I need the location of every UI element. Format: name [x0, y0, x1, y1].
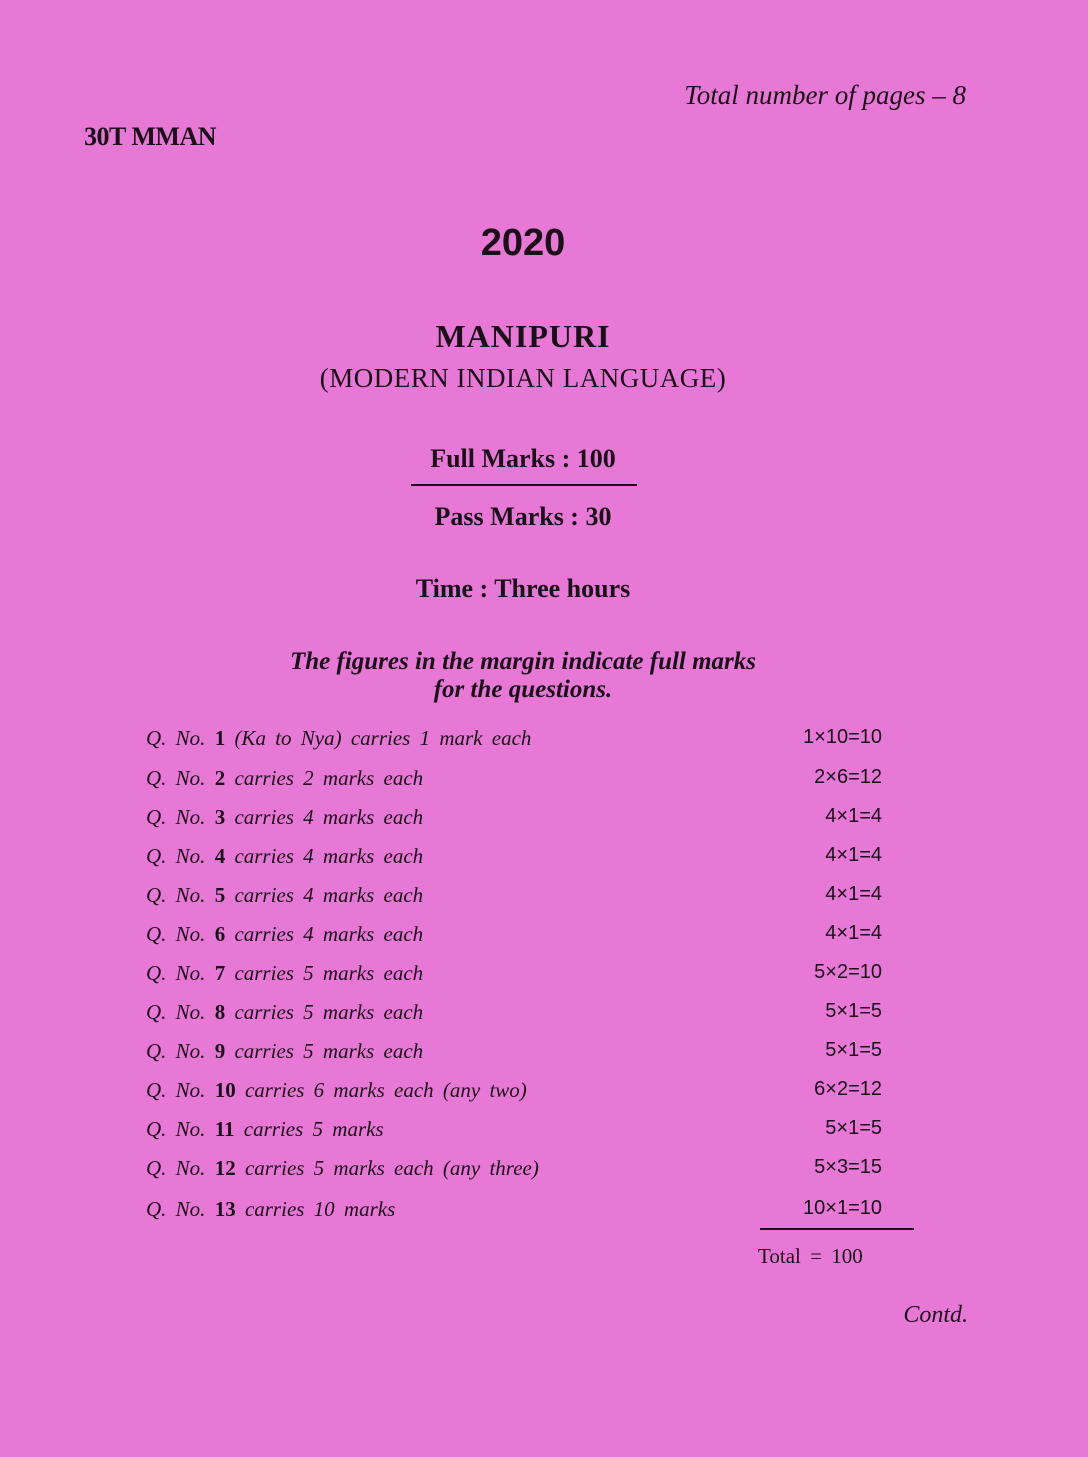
- question-marks: 5×2=10: [814, 961, 882, 983]
- total-rule: [760, 1228, 914, 1230]
- question-suffix: (Ka to Nya) carries 1 mark each: [225, 726, 532, 750]
- question-prefix: Q. No.: [146, 766, 215, 790]
- question-row: [146, 1117, 882, 1147]
- question-marks: 4×1=4: [825, 883, 882, 905]
- question-prefix: Q. No.: [146, 805, 215, 829]
- question-suffix: carries 4 marks each: [225, 805, 424, 829]
- question-row: [146, 766, 882, 796]
- question-row: [146, 922, 882, 952]
- subject-subtitle: (MODERN INDIAN LANGUAGE): [319, 363, 727, 393]
- question-row: [146, 805, 882, 835]
- margin-instructions: [0, 648, 1046, 704]
- question-prefix: Q. No.: [146, 1039, 215, 1063]
- subject-title: MANIPURI: [435, 318, 611, 354]
- question-row: [146, 1000, 882, 1030]
- question-description: [146, 922, 423, 947]
- question-description: [146, 1117, 384, 1142]
- question-marks: 4×1=4: [825, 805, 882, 827]
- question-number: 4: [214, 844, 226, 868]
- question-description: [146, 883, 423, 908]
- question-description: [146, 1197, 395, 1222]
- question-suffix: carries 5 marks each: [225, 1000, 424, 1024]
- total-marks: Total = 100: [758, 1244, 863, 1268]
- instruction-line: for the questions.: [433, 676, 613, 703]
- question-number: 6: [214, 922, 226, 946]
- full-marks-underline: [411, 484, 637, 486]
- question-number: 9: [214, 1039, 226, 1063]
- question-description: [146, 805, 423, 830]
- question-description: [146, 844, 423, 869]
- question-number: 12: [214, 1156, 236, 1180]
- continued-note: Contd.: [903, 1302, 968, 1328]
- question-description: [146, 766, 423, 791]
- question-number: 13: [214, 1197, 236, 1221]
- question-row: [146, 883, 882, 913]
- question-description: [146, 726, 531, 751]
- question-description: [146, 1039, 423, 1064]
- question-description: [146, 1078, 527, 1103]
- question-row: [146, 1039, 882, 1069]
- question-prefix: Q. No.: [146, 883, 215, 907]
- question-marks: 5×3=15: [814, 1156, 882, 1178]
- question-prefix: Q. No.: [146, 1117, 215, 1141]
- question-row: [146, 726, 882, 756]
- question-suffix: carries 5 marks: [234, 1117, 384, 1141]
- exam-time: Time : Three hours: [415, 574, 631, 603]
- question-prefix: Q. No.: [146, 726, 215, 750]
- question-number: 7: [214, 961, 226, 985]
- question-suffix: carries 4 marks each: [225, 922, 424, 946]
- question-row: [146, 1156, 882, 1186]
- question-description: [146, 1000, 423, 1025]
- question-row: [146, 961, 882, 991]
- question-marks: 5×1=5: [825, 1000, 882, 1022]
- question-number: 1: [214, 726, 226, 750]
- question-number: 8: [214, 1000, 226, 1024]
- question-prefix: Q. No.: [146, 1197, 215, 1221]
- question-prefix: Q. No.: [146, 922, 215, 946]
- question-marks: 4×1=4: [825, 844, 882, 866]
- question-prefix: Q. No.: [146, 961, 215, 985]
- question-row: [146, 1197, 882, 1227]
- question-number: 3: [214, 805, 226, 829]
- pass-marks: Pass Marks : 30: [434, 502, 612, 531]
- question-prefix: Q. No.: [146, 844, 215, 868]
- question-suffix: carries 5 marks each: [225, 1039, 424, 1063]
- question-number: 2: [214, 766, 226, 790]
- question-marks: 10×1=10: [803, 1197, 882, 1219]
- question-marks: 5×1=5: [825, 1039, 882, 1061]
- question-suffix: carries 5 marks each (any three): [235, 1156, 539, 1180]
- exam-year: 2020: [480, 222, 566, 264]
- question-suffix: carries 10 marks: [235, 1197, 396, 1221]
- question-marks: 2×6=12: [814, 766, 882, 788]
- question-marks: 1×10=10: [803, 726, 882, 748]
- question-marks: 4×1=4: [825, 922, 882, 944]
- question-prefix: Q. No.: [146, 1000, 215, 1024]
- question-marks: 5×1=5: [825, 1117, 882, 1139]
- question-description: [146, 961, 423, 986]
- question-suffix: carries 5 marks each: [225, 961, 424, 985]
- question-number: 10: [214, 1078, 236, 1102]
- question-suffix: carries 4 marks each: [225, 883, 424, 907]
- question-number: 5: [214, 883, 226, 907]
- question-prefix: Q. No.: [146, 1156, 215, 1180]
- total-pages-note: Total number of pages – 8: [684, 80, 966, 110]
- question-marks: 6×2=12: [814, 1078, 882, 1100]
- question-suffix: carries 4 marks each: [225, 844, 424, 868]
- question-description: [146, 1156, 539, 1181]
- question-suffix: carries 6 marks each (any two): [235, 1078, 527, 1102]
- question-number: 11: [214, 1117, 235, 1141]
- full-marks: Full Marks : 100: [430, 444, 616, 473]
- question-row: [146, 1078, 882, 1108]
- question-row: [146, 844, 882, 874]
- instruction-line: The figures in the margin indicate full marks: [289, 648, 757, 675]
- question-prefix: Q. No.: [146, 1078, 215, 1102]
- question-suffix: carries 2 marks each: [225, 766, 424, 790]
- paper-code: 30T MMAN: [84, 122, 217, 151]
